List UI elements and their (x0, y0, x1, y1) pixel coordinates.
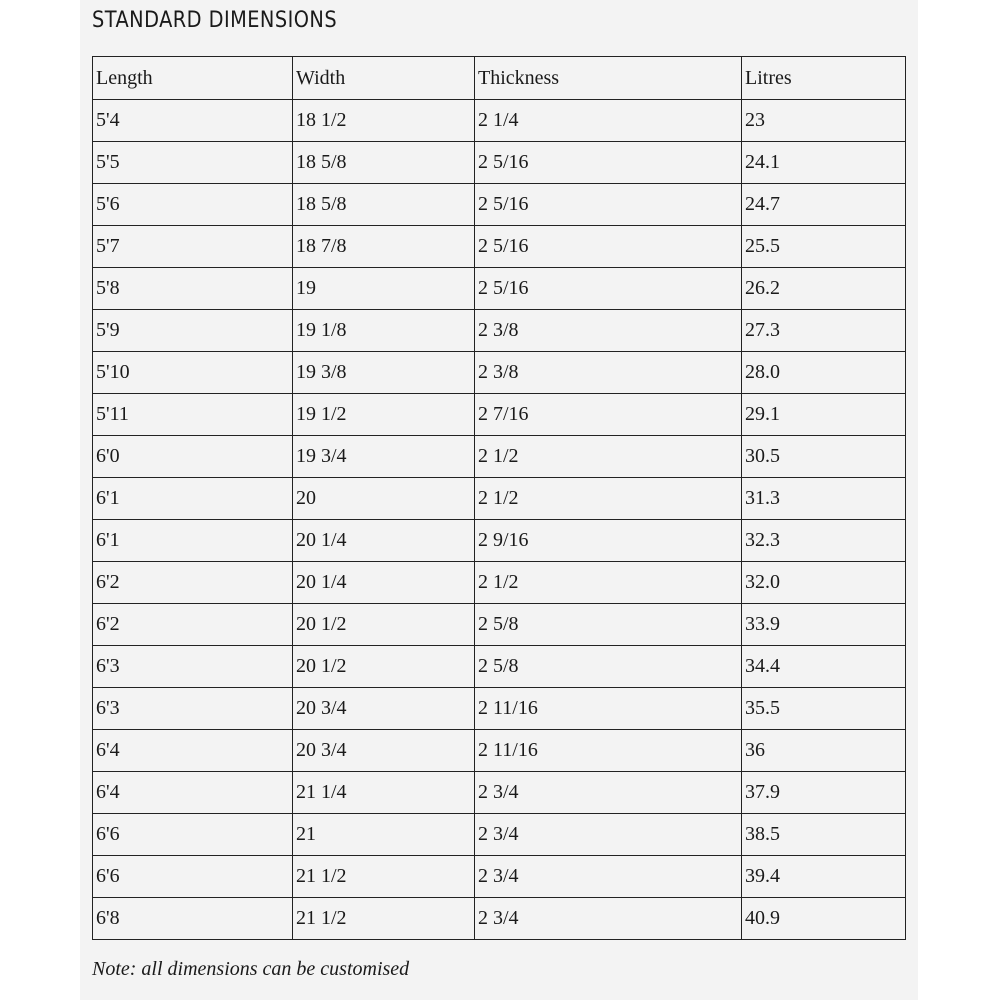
table-row (93, 730, 906, 772)
width-cell: 20 1/2 (293, 646, 475, 688)
length-cell: 6'4 (93, 730, 293, 772)
thickness-cell: 2 7/16 (475, 394, 742, 436)
table-row (93, 352, 906, 394)
table-header-row (93, 57, 906, 100)
litres-cell: 34.4 (742, 646, 906, 688)
table-row (93, 898, 906, 940)
litres-cell: 37.9 (742, 772, 906, 814)
litres-cell: 26.2 (742, 268, 906, 310)
litres-cell: 39.4 (742, 856, 906, 898)
litres-cell: 35.5 (742, 688, 906, 730)
length-cell: 5'7 (93, 226, 293, 268)
width-cell: 21 1/2 (293, 856, 475, 898)
litres-cell: 28.0 (742, 352, 906, 394)
width-cell: 18 5/8 (293, 142, 475, 184)
dimensions-table (92, 56, 906, 940)
litres-cell: 36 (742, 730, 906, 772)
width-cell: 20 3/4 (293, 688, 475, 730)
width-cell: 18 5/8 (293, 184, 475, 226)
length-cell: 6'6 (93, 856, 293, 898)
table-row (93, 436, 906, 478)
table-row (93, 310, 906, 352)
length-cell: 5'5 (93, 142, 293, 184)
width-cell: 19 3/4 (293, 436, 475, 478)
table-row (93, 184, 906, 226)
length-cell: 6'4 (93, 772, 293, 814)
footnote: Note: all dimensions can be customised (92, 958, 410, 980)
length-cell: 6'3 (93, 646, 293, 688)
length-cell: 6'1 (93, 478, 293, 520)
length-cell: 6'8 (93, 898, 293, 940)
length-cell: 6'2 (93, 562, 293, 604)
length-cell: 6'6 (93, 814, 293, 856)
thickness-cell: 2 3/4 (475, 856, 742, 898)
width-cell: 19 1/2 (293, 394, 475, 436)
thickness-cell: 2 1/2 (475, 478, 742, 520)
length-cell: 5'6 (93, 184, 293, 226)
thickness-cell: 2 3/4 (475, 772, 742, 814)
column-header-length: Length (93, 57, 293, 100)
width-cell: 18 7/8 (293, 226, 475, 268)
thickness-cell: 2 3/4 (475, 898, 742, 940)
litres-cell: 38.5 (742, 814, 906, 856)
thickness-cell: 2 11/16 (475, 730, 742, 772)
litres-cell: 27.3 (742, 310, 906, 352)
litres-cell: 30.5 (742, 436, 906, 478)
length-cell: 5'9 (93, 310, 293, 352)
litres-cell: 33.9 (742, 604, 906, 646)
thickness-cell: 2 3/8 (475, 310, 742, 352)
table-row (93, 226, 906, 268)
table-row (93, 268, 906, 310)
litres-cell: 23 (742, 100, 906, 142)
length-cell: 6'2 (93, 604, 293, 646)
table-row (93, 814, 906, 856)
thickness-cell: 2 11/16 (475, 688, 742, 730)
length-cell: 5'11 (93, 394, 293, 436)
width-cell: 18 1/2 (293, 100, 475, 142)
thickness-cell: 2 5/16 (475, 268, 742, 310)
width-cell: 20 3/4 (293, 730, 475, 772)
width-cell: 19 (293, 268, 475, 310)
width-cell: 21 1/2 (293, 898, 475, 940)
length-cell: 5'4 (93, 100, 293, 142)
column-header-thickness: Thickness (475, 57, 742, 100)
length-cell: 6'0 (93, 436, 293, 478)
table-row (93, 772, 906, 814)
width-cell: 20 1/4 (293, 520, 475, 562)
width-cell: 21 (293, 814, 475, 856)
length-cell: 5'10 (93, 352, 293, 394)
thickness-cell: 2 3/8 (475, 352, 742, 394)
width-cell: 19 3/8 (293, 352, 475, 394)
length-cell: 6'3 (93, 688, 293, 730)
litres-cell: 25.5 (742, 226, 906, 268)
thickness-cell: 2 9/16 (475, 520, 742, 562)
width-cell: 21 1/4 (293, 772, 475, 814)
litres-cell: 24.7 (742, 184, 906, 226)
litres-cell: 29.1 (742, 394, 906, 436)
table-row (93, 688, 906, 730)
litres-cell: 24.1 (742, 142, 906, 184)
column-header-litres: Litres (742, 57, 906, 100)
width-cell: 20 1/2 (293, 604, 475, 646)
thickness-cell: 2 1/4 (475, 100, 742, 142)
thickness-cell: 2 5/8 (475, 604, 742, 646)
thickness-cell: 2 5/16 (475, 142, 742, 184)
thickness-cell: 2 5/8 (475, 646, 742, 688)
table-body (93, 100, 906, 940)
width-cell: 20 (293, 478, 475, 520)
table-row (93, 856, 906, 898)
thickness-cell: 2 5/16 (475, 226, 742, 268)
table-row (93, 100, 906, 142)
length-cell: 6'1 (93, 520, 293, 562)
litres-cell: 31.3 (742, 478, 906, 520)
thickness-cell: 2 1/2 (475, 562, 742, 604)
section-title: STANDARD DIMENSIONS (92, 8, 338, 33)
table-row (93, 394, 906, 436)
litres-cell: 40.9 (742, 898, 906, 940)
length-cell: 5'8 (93, 268, 293, 310)
litres-cell: 32.3 (742, 520, 906, 562)
column-header-width: Width (293, 57, 475, 100)
table-row (93, 604, 906, 646)
thickness-cell: 2 5/16 (475, 184, 742, 226)
width-cell: 19 1/8 (293, 310, 475, 352)
table-row (93, 142, 906, 184)
width-cell: 20 1/4 (293, 562, 475, 604)
thickness-cell: 2 3/4 (475, 814, 742, 856)
table-row (93, 520, 906, 562)
table-row (93, 562, 906, 604)
table-row (93, 646, 906, 688)
litres-cell: 32.0 (742, 562, 906, 604)
thickness-cell: 2 1/2 (475, 436, 742, 478)
table-row (93, 478, 906, 520)
